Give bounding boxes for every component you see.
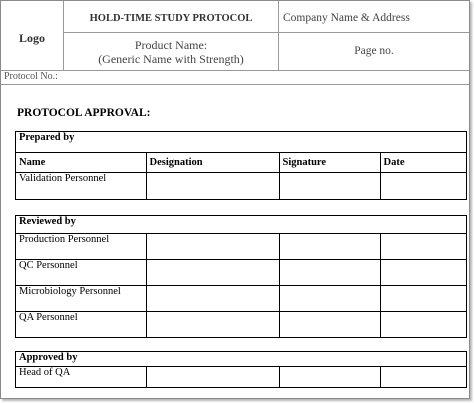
- product-name: [64, 38, 278, 66]
- date-cell[interactable]: [380, 366, 466, 387]
- table-row: [16, 285, 466, 311]
- date-cell[interactable]: [380, 285, 466, 311]
- signature-cell[interactable]: [279, 259, 380, 285]
- document-title: HOLD-TIME STUDY PROTOCOL: [89, 13, 253, 24]
- protocol-number-label: Protocol No.:: [4, 71, 58, 82]
- designation-cell[interactable]: [146, 285, 279, 311]
- prepared-by-section: [15, 131, 467, 200]
- column-header-signature: Signature: [279, 152, 380, 172]
- row-label: QA Personnel: [16, 311, 146, 337]
- date-cell[interactable]: [380, 311, 466, 337]
- document-header: [1, 1, 469, 71]
- date-cell[interactable]: [380, 233, 466, 259]
- reviewed-by-title: Reviewed by: [16, 216, 466, 233]
- designation-cell[interactable]: [146, 259, 279, 285]
- row-label: Microbiology Personnel: [16, 285, 146, 311]
- logo-placeholder: Logo: [18, 31, 45, 45]
- header-divider: [278, 1, 279, 70]
- column-header-designation: Designation: [146, 152, 279, 172]
- designation-cell[interactable]: [146, 311, 279, 337]
- designation-cell[interactable]: [146, 233, 279, 259]
- row-label: QC Personnel: [16, 259, 146, 285]
- column-header-date: Date: [380, 152, 466, 172]
- reviewed-by-section: [15, 215, 467, 338]
- product-generic-name: (Generic Name with Strength): [98, 52, 244, 66]
- designation-cell[interactable]: [146, 172, 279, 199]
- protocol-number-row: [1, 70, 469, 85]
- approved-by-section: [15, 351, 467, 388]
- column-header-name: Name: [16, 152, 146, 172]
- approval-heading: PROTOCOL APPROVAL:: [17, 107, 151, 119]
- signature-cell[interactable]: [279, 233, 380, 259]
- designation-cell[interactable]: [146, 366, 279, 387]
- signature-cell[interactable]: [279, 311, 380, 337]
- product-name-label: Product Name:: [134, 38, 208, 52]
- date-cell[interactable]: [380, 172, 466, 199]
- table-row: [16, 259, 466, 285]
- row-label: Head of QA: [16, 366, 146, 387]
- signature-cell[interactable]: [279, 366, 380, 387]
- table-row: [16, 233, 466, 259]
- approved-by-title: Approved by: [16, 352, 466, 366]
- row-label: Production Personnel: [16, 233, 146, 259]
- table-row: [16, 172, 466, 199]
- company-name-address: Company Name & Address: [283, 12, 410, 24]
- row-label: Validation Personnel: [16, 172, 146, 199]
- page-number: Page no.: [354, 45, 394, 57]
- table-row: [16, 311, 466, 337]
- signature-cell[interactable]: [279, 172, 380, 199]
- prepared-by-title: Prepared by: [16, 132, 466, 152]
- signature-cell[interactable]: [279, 285, 380, 311]
- header-divider: [64, 32, 469, 33]
- table-row: [16, 366, 466, 387]
- date-cell[interactable]: [380, 259, 466, 285]
